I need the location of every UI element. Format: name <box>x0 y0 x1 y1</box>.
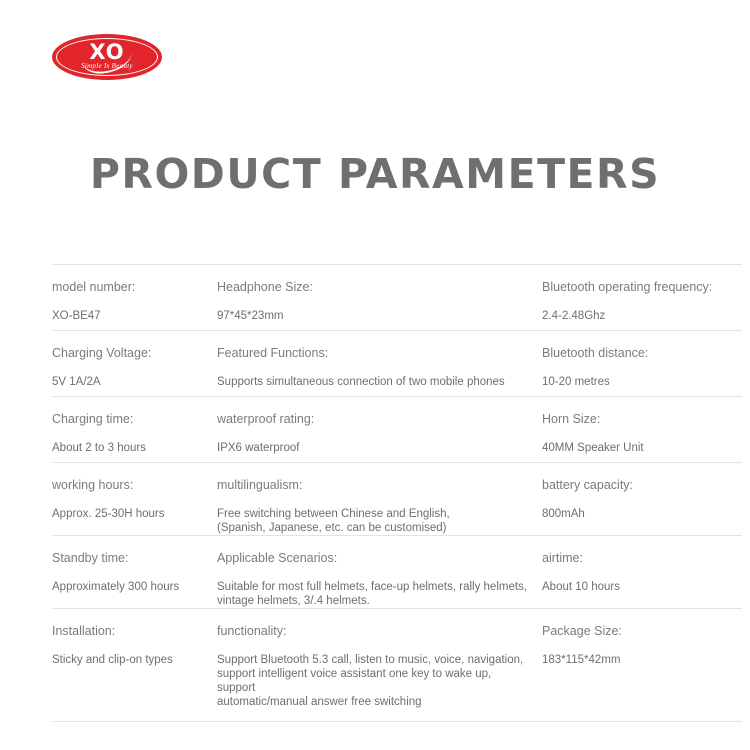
spec-cell <box>542 279 742 330</box>
spec-label: Featured Functions: <box>217 346 329 360</box>
logo-tagline-text: Simple Is Beauty <box>81 62 133 70</box>
spec-value <box>52 653 205 667</box>
spec-cell <box>52 411 217 462</box>
spec-value-line: Suitable for most full helmets, face-up helmets, rally helmets, <box>217 581 527 593</box>
spec-value <box>52 580 205 594</box>
spec-table <box>52 264 742 722</box>
spec-label: Bluetooth distance: <box>542 346 649 360</box>
spec-value-line: Supports simultaneous connection of two mobile phones <box>217 376 505 388</box>
spec-label: waterproof rating: <box>217 412 315 426</box>
spec-label: Standby time: <box>52 551 129 565</box>
spec-label: airtime: <box>542 551 583 565</box>
logo-brand-text: XO <box>89 40 125 64</box>
spec-cell <box>217 411 542 462</box>
spec-value <box>542 375 730 389</box>
spec-label: Charging Voltage: <box>52 346 152 360</box>
spec-value <box>542 441 730 455</box>
spec-value-line: Sticky and clip-on types <box>52 654 173 666</box>
spec-label: Horn Size: <box>542 412 601 426</box>
spec-cell <box>52 550 217 608</box>
spec-cell <box>542 623 742 709</box>
spec-value <box>542 580 730 594</box>
table-row <box>52 330 742 396</box>
spec-value <box>217 375 530 389</box>
spec-cell <box>52 477 217 535</box>
spec-value-line: automatic/manual answer free switching <box>217 696 422 708</box>
spec-cell <box>542 411 742 462</box>
spec-value <box>217 507 530 535</box>
table-row <box>52 608 742 722</box>
spec-value-line: Free switching between Chinese and English, <box>217 508 450 520</box>
spec-label: multilingualism: <box>217 478 303 492</box>
spec-cell <box>217 550 542 608</box>
spec-cell <box>52 623 217 709</box>
spec-label: Installation: <box>52 624 116 638</box>
spec-cell <box>217 345 542 396</box>
spec-value <box>217 653 530 709</box>
spec-value-line: XO-BE47 <box>52 310 101 322</box>
spec-cell <box>217 279 542 330</box>
spec-label: Applicable Scenarios: <box>217 551 338 565</box>
spec-label: Headphone Size: <box>217 280 313 294</box>
spec-value <box>52 309 205 323</box>
table-row <box>52 396 742 462</box>
spec-label: working hours: <box>52 478 134 492</box>
spec-value <box>542 507 730 521</box>
spec-cell <box>217 623 542 709</box>
spec-cell <box>52 279 217 330</box>
spec-label: battery capacity: <box>542 478 634 492</box>
table-row <box>52 535 742 608</box>
table-row <box>52 462 742 535</box>
spec-value-line: About 10 hours <box>542 581 621 593</box>
spec-value <box>217 309 530 323</box>
spec-value-line: 2.4-2.48Ghz <box>542 310 606 322</box>
spec-value-line: About 2 to 3 hours <box>52 442 146 454</box>
spec-label: Package Size: <box>542 624 622 638</box>
spec-value-line: 40MM Speaker Unit <box>542 442 644 454</box>
spec-value <box>52 441 205 455</box>
logo-oval-shape <box>52 34 162 80</box>
spec-label: model number: <box>52 280 136 294</box>
spec-value-line: 97*45*23mm <box>217 310 284 322</box>
brand-logo <box>52 34 162 80</box>
spec-value-line: Approximately 300 hours <box>52 581 180 593</box>
spec-value <box>542 653 730 667</box>
spec-value <box>217 441 530 455</box>
spec-value <box>217 580 530 608</box>
spec-value-line: 5V 1A/2A <box>52 376 101 388</box>
spec-value <box>52 375 205 389</box>
spec-value-line: Support Bluetooth 5.3 call, listen to music, voice, navigation, <box>217 654 524 666</box>
spec-value-line: IPX6 waterproof <box>217 442 300 454</box>
spec-value-line: support intelligent voice assistant one key to wake up, support <box>217 668 492 694</box>
spec-label: Charging time: <box>52 412 134 426</box>
spec-label: Bluetooth operating frequency: <box>542 280 713 294</box>
spec-cell <box>217 477 542 535</box>
spec-value-line: 10-20 metres <box>542 376 610 388</box>
spec-cell <box>542 477 742 535</box>
spec-value-line: vintage helmets, 3/.4 helmets. <box>217 595 370 607</box>
spec-value-line: 800mAh <box>542 508 585 520</box>
spec-value <box>52 507 205 521</box>
page-title: PRODUCT PARAMETERS <box>89 150 661 198</box>
spec-label: functionality: <box>217 624 287 638</box>
spec-cell <box>542 345 742 396</box>
spec-value-line: 183*115*42mm <box>542 654 621 666</box>
spec-value-line: (Spanish, Japanese, etc. can be customised) <box>217 522 447 534</box>
spec-cell <box>542 550 742 608</box>
table-row <box>52 264 742 330</box>
spec-value <box>542 309 730 323</box>
spec-value-line: Approx. 25-30H hours <box>52 508 165 520</box>
spec-cell <box>52 345 217 396</box>
